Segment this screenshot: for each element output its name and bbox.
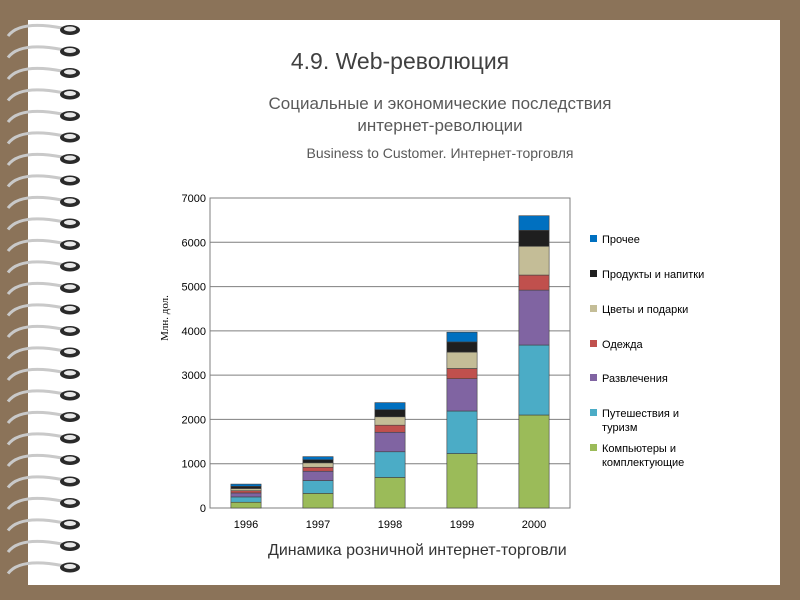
legend-label: Путешествия и туризм [602, 408, 680, 434]
bar-segment [519, 246, 549, 275]
legend-label: Развлечения [602, 373, 668, 385]
binding-ring [8, 412, 80, 423]
y-tick-label: 5000 [181, 281, 206, 294]
bar-segment [447, 454, 477, 508]
bar-segment [519, 216, 549, 231]
binding-ring [8, 455, 80, 466]
x-tick-label: 1996 [233, 519, 259, 531]
legend-swatch [590, 409, 597, 416]
bar-segment [375, 477, 405, 508]
binding-ring [8, 262, 80, 273]
bar-segment [375, 452, 405, 478]
bar-segment [231, 491, 261, 493]
binding-ring [8, 541, 80, 552]
bar-segment [303, 460, 333, 463]
binding-ring [8, 283, 80, 294]
legend-swatch [590, 235, 597, 242]
bar-segment [231, 489, 261, 491]
y-axis-label: Млн. дол. [159, 295, 171, 341]
bar-segment [447, 369, 477, 379]
binding-ring [8, 391, 80, 402]
legend-swatch [590, 305, 597, 312]
slide-subheading: Business to Customer. Интернет-торговля [306, 145, 574, 161]
bar-segment [447, 352, 477, 368]
binding-ring [8, 326, 80, 337]
binding-ring [8, 305, 80, 316]
bar-segment [303, 467, 333, 471]
bar-segment [303, 463, 333, 467]
legend-label: Прочее [602, 234, 640, 246]
bar-segment [375, 425, 405, 432]
legend-swatch [590, 444, 597, 451]
legend-swatch [590, 374, 597, 381]
legend-swatch [590, 340, 597, 347]
bar-segment [447, 342, 477, 352]
bar-segment [303, 493, 333, 508]
subtitle-line-2: интернет-революции [357, 116, 523, 135]
bar-segment [519, 275, 549, 290]
slide-title: 4.9. Web-революция [290, 48, 510, 74]
bar-segment [303, 457, 333, 460]
bar-segment [303, 471, 333, 480]
binding-ring [8, 520, 80, 531]
bar-segment [231, 486, 261, 488]
bar-segment [231, 484, 261, 486]
binding-ring [8, 348, 80, 359]
stacked-bar-chart [150, 185, 580, 545]
legend-label: Одежда [602, 339, 643, 351]
legend-label: Цветы и подарки [602, 304, 689, 316]
bar-segment [375, 432, 405, 451]
y-tick-label: 2000 [181, 414, 206, 427]
binding-ring [8, 219, 80, 230]
y-tick-label: 7000 [181, 193, 206, 205]
bar-segment [231, 497, 261, 502]
legend-label: Продукты и напитки [602, 269, 705, 281]
bar-segment [375, 403, 405, 410]
spiral-binding [0, 0, 100, 600]
bar-segment [231, 502, 261, 508]
x-tick-label: 1998 [377, 519, 403, 531]
x-tick-label: 1997 [305, 519, 331, 531]
y-tick-label: 4000 [181, 325, 206, 338]
slide-subtitle [0, 93, 800, 137]
binding-ring [8, 176, 80, 187]
binding-ring [8, 563, 80, 574]
binding-ring [8, 240, 80, 251]
legend-label: Компьютеры и комплектующие [602, 443, 685, 469]
y-tick-label: 3000 [181, 370, 206, 383]
binding-ring [8, 434, 80, 445]
legend-swatch [590, 270, 597, 277]
binding-ring [8, 369, 80, 380]
bar-segment [375, 410, 405, 417]
binding-ring [8, 498, 80, 509]
binding-ring [8, 477, 80, 488]
bar-segment [519, 345, 549, 415]
bar-segment [519, 415, 549, 508]
bar-segment [447, 411, 477, 454]
bar-segment [519, 290, 549, 345]
bar-segment [447, 332, 477, 342]
x-tick-label: 1999 [449, 519, 475, 531]
y-tick-label: 0 [199, 503, 206, 515]
bar-segment [375, 417, 405, 425]
chart-caption: Динамика розничной интернет-торговли [268, 542, 567, 559]
y-tick-label: 6000 [181, 237, 206, 250]
subtitle-line-1: Социальные и экономические последствия [268, 94, 612, 113]
binding-ring [8, 197, 80, 208]
binding-ring [8, 25, 80, 36]
bar-segment [519, 230, 549, 246]
y-tick-label: 1000 [181, 458, 206, 471]
bar-segment [447, 379, 477, 411]
bar-segment [231, 493, 261, 497]
bar-segment [303, 481, 333, 494]
x-tick-label: 2000 [521, 519, 547, 531]
